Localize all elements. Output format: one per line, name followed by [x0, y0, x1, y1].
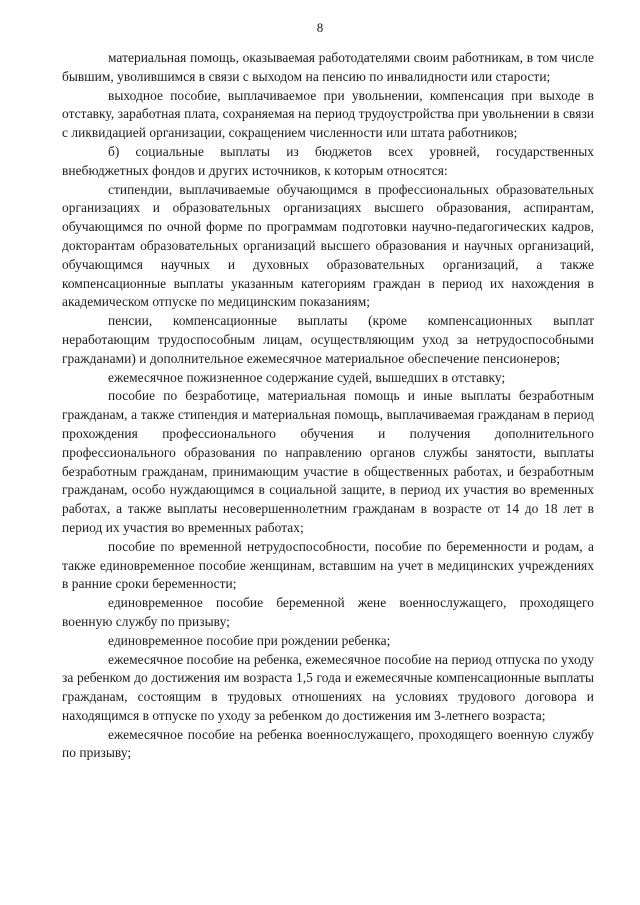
paragraph-military-wife-benefit: единовременное пособие беременной жене военнослужащего, проходящего военную службу по призыву;: [62, 595, 594, 629]
paragraph-judges-allowance: ежемесячное пожизненное содержание судей, вышедших в отставку;: [108, 369, 506, 385]
paragraph-child-monthly-benefit: ежемесячное пособие на ребенка, ежемесячное пособие на период отпуска по уходу за ребенком до достижения им возраста 1,5 года и ежемесячные компенсационные выплаты гражданам, состоящим в трудовых отношениях на условиях трудового договора и находящимся в отпуске по уходу за ребенком до достижения им 3-летнего возраста;: [62, 651, 594, 723]
paragraph-material-aid: материальная помощь, оказываемая работодателями своим работникам, в том числе бывшим, уволившимся в связи с выходом на пенсию по инвалидности или старости;: [62, 50, 594, 84]
document-body: [62, 49, 594, 763]
paragraph-stipends: стипендии, выплачиваемые обучающимся в профессиональных образовательных организациях и образовательных организациях высшего образования, аспирантам, обучающимся по очной форме по программам подготовки научно-педагогических кадров, докторантам образовательных организаций высшего образования и научных организаций, обучающимся научных и духовных образовательных организаций, а также компенсационные выплаты указанным категориям граждан в период их нахождения в академическом отпуске по медицинским показаниям;: [62, 181, 594, 310]
page-number: 8: [316, 20, 324, 35]
paragraph-social-payments-intro: б) социальные выплаты из бюджетов всех уровней, государственных внебюджетных фондов и других источников, к которым относятся:: [62, 143, 594, 178]
paragraph-pensions: пенсии, компенсационные выплаты (кроме компенсационных выплат неработающим трудоспособным лицам, осуществляющим уход за нетрудоспособными гражданами) и дополнительное ежемесячное материальное обеспечение пенсионеров;: [62, 313, 594, 366]
paragraph-unemployment-benefit: пособие по безработице, материальная помощь и иные выплаты безработным гражданам, а также стипендия и материальная помощь, выплачиваемая гражданам в период прохождения профессионального обучения и получения дополнительного профессионального образования по направлению органов службы занятости, выплаты безработным гражданам, принимающим участие в общественных работах, и безработным гражданам, особо нуждающимся в социальной защите, в период их участия во временных работах, а также выплаты несовершеннолетним гражданам в возрасте от 14 до 18 лет в период их участия во временных работах;: [62, 388, 594, 535]
paragraph-severance-pay: выходное пособие, выплачиваемое при увольнении, компенсация при выходе в отставку, заработная плата, сохраняемая на период трудоустройства при увольнении в связи с ликвидацией организации, сокращением численности или штата работников;: [62, 87, 594, 141]
paragraph-childbirth-benefit: единовременное пособие при рождении ребенка;: [108, 632, 391, 648]
paragraph-military-child-benefit: ежемесячное пособие на ребенка военнослужащего, проходящего военную службу по призыву;: [62, 726, 594, 761]
paragraph-sick-leave-benefit: пособие по временной нетрудоспособности, пособие по беременности и родам, а также единовременное пособие женщинам, вставшим на учет в медицинских учреждениях в ранние сроки беременности;: [62, 538, 594, 592]
